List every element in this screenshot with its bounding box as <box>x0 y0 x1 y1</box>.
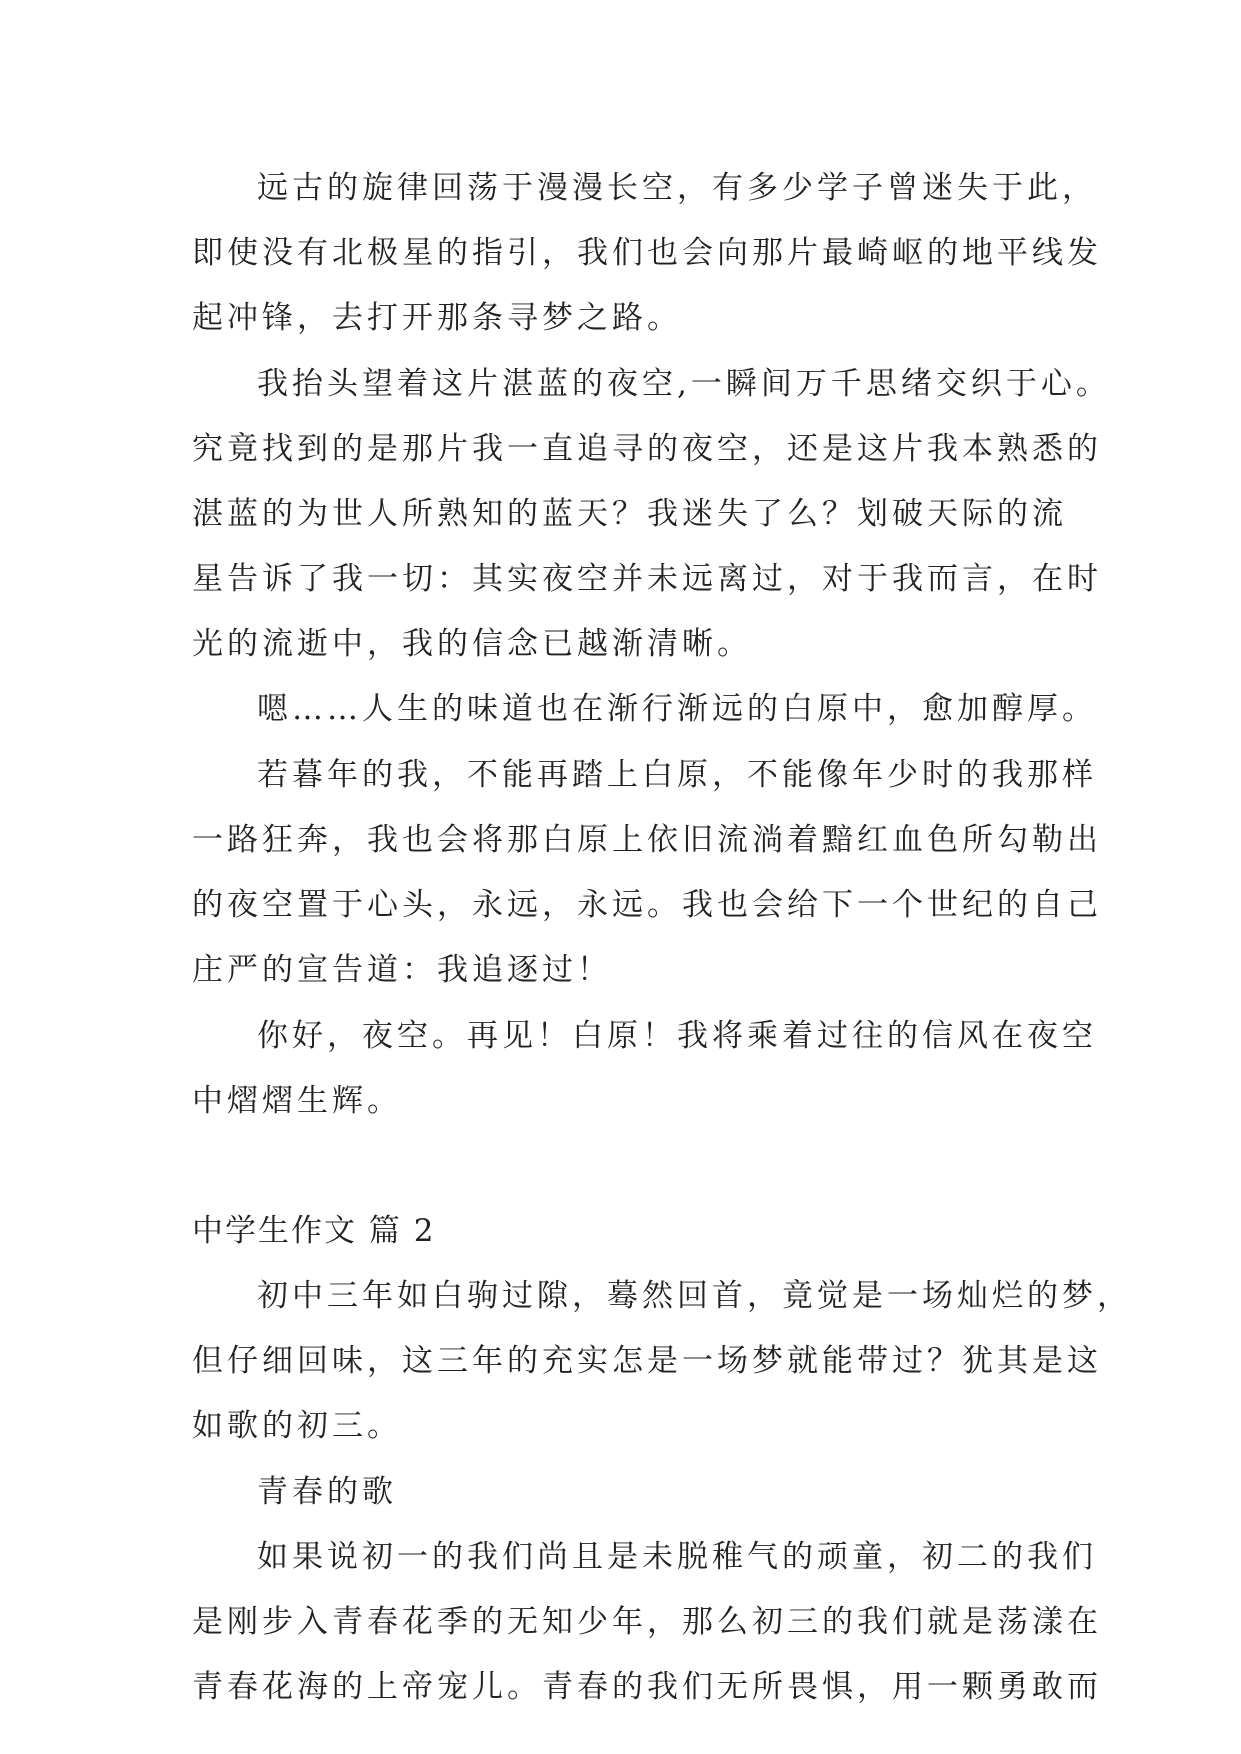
paragraph-line: 起冲锋，去打开那条寻梦之路。 <box>192 300 682 336</box>
paragraph-line: 光的流逝中，我的信念已越渐清晰。 <box>192 626 752 662</box>
paragraph-line: 我抬头望着这片湛蓝的夜空,一瞬间万千思绪交织于心。 <box>257 366 1111 402</box>
section-heading: 中学生作文 篇 2 <box>192 1213 436 1249</box>
paragraph-line: 远古的旋律回荡于漫漫长空，有多少学子曾迷失于此， <box>257 170 1097 206</box>
paragraph-line: 究竟找到的是那片我一直追寻的夜空，还是这片我本熟悉的 <box>192 431 1102 467</box>
paragraph-line: 即使没有北极星的指引，我们也会向那片最崎岖的地平线发 <box>192 235 1102 271</box>
paragraph-line: 若暮年的我，不能再踏上白原，不能像年少时的我那样 <box>257 757 1097 793</box>
paragraph-line: 湛蓝的为世人所熟知的蓝天？我迷失了么？划破天际的流 <box>192 496 1067 532</box>
paragraph-line: 如歌的初三。 <box>192 1408 402 1444</box>
paragraph-line: 一路狂奔，我也会将那白原上依旧流淌着黯红血色所勾勒出 <box>192 822 1102 858</box>
paragraph-line: 是刚步入青春花季的无知少年，那么初三的我们就是荡漾在 <box>192 1604 1102 1640</box>
paragraph-line: 星告诉了我一切：其实夜空并未远离过，对于我而言，在时 <box>192 561 1102 597</box>
paragraph-line: 如果说初一的我们尚且是未脱稚气的顽童，初二的我们 <box>257 1539 1097 1575</box>
paragraph-line: 但仔细回味，这三年的充实怎是一场梦就能带过？犹其是这 <box>192 1343 1102 1379</box>
subheading: 青春的歌 <box>257 1474 397 1510</box>
paragraph-line: 青春花海的上帝宠儿。青春的我们无所畏惧，用一颗勇敢而 <box>192 1669 1102 1705</box>
paragraph-line: 你好，夜空。再见！白原！我将乘着过往的信风在夜空 <box>257 1018 1097 1054</box>
paragraph-line: 初中三年如白驹过隙，蓦然回首，竟觉是一场灿烂的梦， <box>257 1278 1132 1314</box>
paragraph-line: 的夜空置于心头，永远，永远。我也会给下一个世纪的自己 <box>192 887 1102 923</box>
paragraph-line: 中熠熠生辉。 <box>192 1083 402 1119</box>
paragraph-line: 嗯……人生的味道也在渐行渐远的白原中，愈加醇厚。 <box>257 691 1097 727</box>
paragraph-line: 庄严的宣告道：我追逐过！ <box>192 952 612 988</box>
